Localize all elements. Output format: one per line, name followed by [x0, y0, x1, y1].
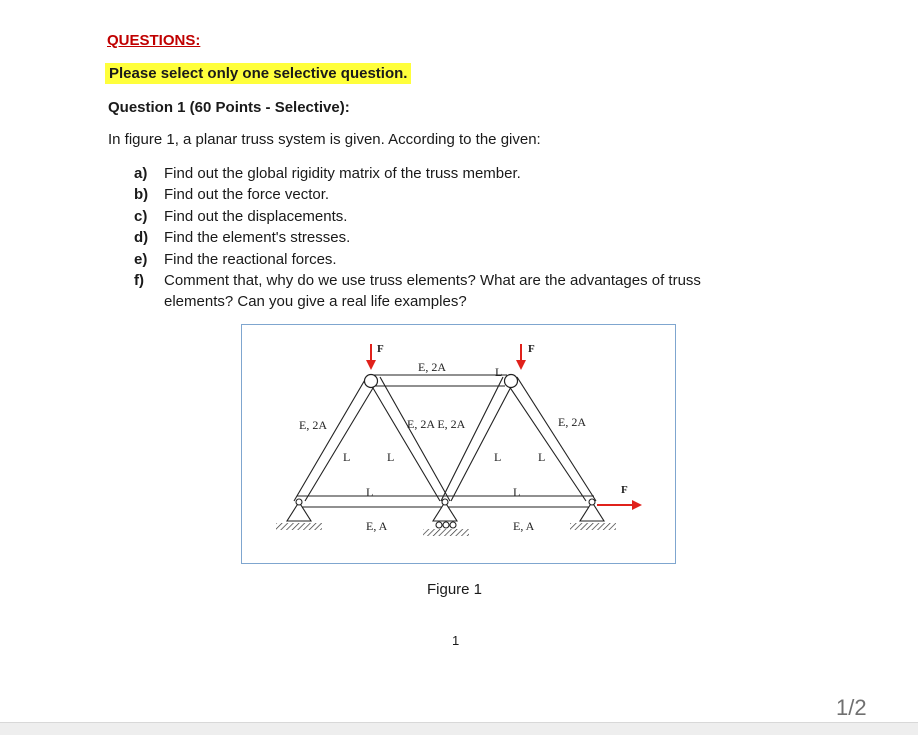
page-number: 1 — [452, 633, 460, 648]
item-text: Find out the displacements. — [164, 207, 348, 225]
page-counter: 1/2 — [836, 695, 867, 720]
list-item — [134, 227, 701, 248]
top-right-node — [505, 375, 518, 388]
length-label-l1: L — [343, 450, 351, 464]
top-member-label: E, 2A — [418, 360, 446, 374]
item-text: Find out the global rigidity matrix of the truss member. — [164, 165, 521, 182]
item-text: Find the reactional forces. — [164, 250, 337, 268]
right-diagonal-label: E, 2A — [558, 415, 586, 429]
right-diagonal — [507, 383, 586, 501]
left-diagonal-label: E, 2A — [299, 418, 327, 432]
middle-left-diagonal — [370, 383, 440, 501]
length-label-l3: L — [494, 450, 502, 464]
force-label-horizontal: F — [621, 484, 628, 496]
item-label: f) — [134, 272, 144, 290]
item-label: d) — [134, 229, 149, 247]
truss-diagram — [242, 325, 675, 563]
bottom-scrollbar[interactable] — [0, 722, 918, 735]
figure-caption: Figure 1 — [427, 581, 483, 598]
middle-diagonals-label: E, 2A E, 2A — [407, 417, 466, 431]
top-left-node — [365, 375, 378, 388]
item-text — [164, 270, 701, 313]
item-label: e) — [134, 250, 148, 268]
length-label-l2: L — [387, 450, 395, 464]
bottom-member-label-left: E, A — [366, 519, 388, 533]
length-label-l4: L — [538, 450, 546, 464]
length-label-bottom-right: L — [513, 485, 521, 499]
item-label: b) — [134, 186, 149, 204]
question-intro: In figure 1, a planar truss system is given. According to the given: — [108, 131, 541, 148]
bottom-member-label-right: E, A — [513, 519, 535, 533]
middle-right-diagonal — [441, 377, 503, 501]
item-text-line1: Comment that, why do we use truss elements? What are the advantages of truss — [164, 272, 701, 290]
truss-figure — [241, 324, 676, 564]
item-label: c) — [134, 207, 148, 225]
selection-notice: Please select only one selective question. — [105, 63, 411, 84]
force-label-left: F — [377, 343, 384, 355]
section-title: QUESTIONS: — [107, 32, 201, 49]
item-text: Find the element's stresses. — [164, 229, 351, 247]
item-text-line2: elements? Can you give a real life examples? — [164, 293, 467, 311]
list-item — [134, 206, 701, 227]
question-items — [134, 163, 701, 313]
left-diagonal — [294, 378, 366, 501]
list-item — [134, 270, 701, 313]
item-text: Find out the force vector. — [164, 186, 330, 204]
list-item — [134, 184, 701, 205]
length-label-bottom-left: L — [366, 485, 374, 499]
list-item — [134, 163, 701, 184]
question-heading: Question 1 (60 Points - Selective): — [108, 99, 350, 116]
force-label-right: F — [528, 343, 535, 355]
length-label-top: L — [495, 365, 503, 379]
list-item — [134, 249, 701, 270]
item-label: a) — [134, 165, 148, 182]
